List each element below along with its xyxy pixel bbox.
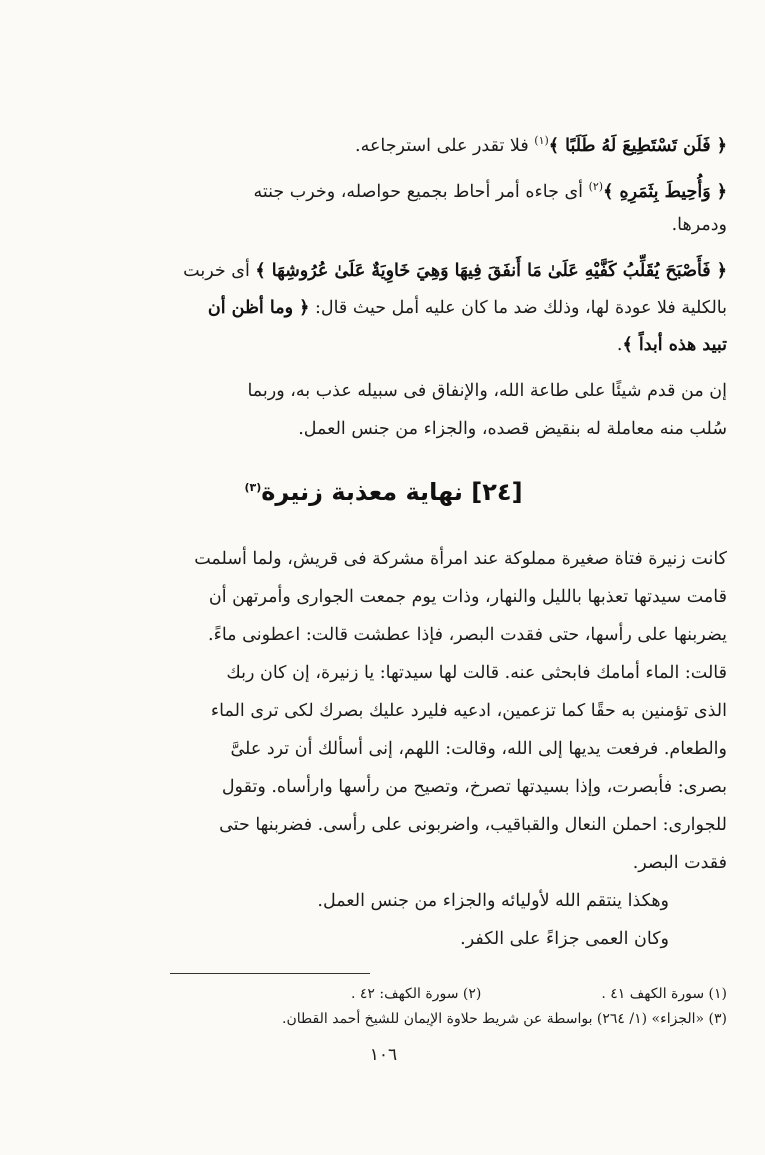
para-3-text-1: أى خربت (183, 261, 256, 281)
story-line-9 (40, 848, 727, 878)
footnote-ref-2[interactable]: (٢) (588, 180, 604, 193)
story-text-1: كانت زنيرة فتاة صغيرة مملوكة عند امرأة مشركة فى قريش، ولما أسلمت (194, 549, 727, 569)
para-4-text-1: إن من قدم شيئًا على طاعة الله، والإنفاق فى سبيله عذب به، وربما (247, 381, 727, 401)
para-4-line-1 (40, 376, 727, 406)
story-line-3 (40, 620, 727, 650)
footnote-3: (٣) «الجزاء» (١/ ٢٦٤) بواسطة عن شريط حلاوة الإيمان للشيخ أحمد القطان. (282, 1011, 727, 1027)
footnote-row-1 (40, 983, 727, 1005)
para-2-text-2: ودمرها. (671, 215, 727, 235)
story-line-1 (40, 544, 727, 574)
book-page (40, 0, 727, 1155)
closing-text-1: وهكذا ينتقم الله لأوليائه والجزاء من جنس العمل. (317, 891, 669, 911)
closing-line-2 (40, 924, 669, 954)
quote-tabeed: تبيد هذه أبداً ﴾ (622, 335, 727, 355)
quran-quote-1: ﴿ فَلَن تَسْتَطِيعَ لَهُ طَلَبًا ﴾ (548, 135, 727, 156)
story-line-5 (40, 696, 727, 726)
quran-quote-3: ﴿ فَأَصْبَحَ يُقَلِّبُ كَفَّيْهِ عَلَىٰ مَا أَنفَقَ فِيهَا وَهِيَ خَاوِيَةٌ عَلَىٰ عُرُوشِهَا ﴾ (255, 261, 727, 281)
story-line-8 (40, 810, 727, 840)
para-3-line-2 (40, 293, 727, 323)
para-2-line-2 (40, 210, 727, 240)
story-line-7 (40, 772, 727, 802)
para-4-line-2 (40, 414, 727, 444)
para-3-line-3 (40, 330, 727, 360)
heading-text: [٢٤] نهاية معذبة زنيرة (261, 478, 523, 506)
para-3-text-2: بالكلية فلا عودة لها، وذلك ضد ما كان عليه أمل حيث قال: (309, 298, 727, 318)
footnote-row-2 (40, 1008, 727, 1030)
story-text-5: الذى تؤمنين به حقًا كما تزعمين، ادعيه فليرد عليك بصرك لكى ترى الماء (210, 701, 727, 721)
footnote-1: (١) سورة الكهف ٤١ . (601, 986, 727, 1002)
para-2-line-1 (40, 172, 727, 207)
story-text-9: فقدت البصر. (632, 853, 727, 873)
story-text-8: للجوارى: احملن النعال والقباقيب، واضربونى على رأسى. فضربنها حتى (219, 815, 727, 835)
quote-wa-ma-azunnu: ﴿ وما أظن أن (207, 298, 310, 318)
story-text-6: والطعام. فرفعت يديها إلى الله، وقالت: اللهم، إنى أسألك أن ترد علىَّ (230, 739, 727, 759)
quran-quote-2: ﴿ وَأُحِيطَ بِثَمَرِهِ ﴾ (603, 181, 727, 202)
footnote-2: (٢) سورة الكهف: ٤٢ . (350, 986, 482, 1002)
section-heading (40, 478, 727, 506)
story-text-7: بصرى: فأبصرت، وإذا بسيدتها تصرخ، وتصيح من رأسها وارأساه. وتقول (221, 777, 727, 797)
para-2-text-1: أى جاءه أمر أحاط بجميع حواصله، وخرب جنته (253, 181, 589, 202)
story-text-4: قالت: الماء أمامك فابحثى عنه. قالت لها سيدتها: يا زنيرة، إن كان ربك (226, 663, 727, 683)
footnote-ref-3[interactable]: (٣) (244, 481, 262, 494)
story-text-2: قامت سيدتها تعذبها بالليل والنهار، وذات يوم جمعت الجوارى وأمرتهن أن (208, 587, 727, 607)
story-line-2 (40, 582, 727, 612)
page-number: ١٠٦ (369, 1045, 398, 1065)
story-text-3: يضربنها على رأسها، حتى فقدت البصر، فإذا عطشت قالت: اعطونى ماءً. (208, 625, 727, 645)
story-line-6 (40, 734, 727, 764)
closing-text-2: وكان العمى جزاءً على الكفر. (460, 929, 669, 949)
closing-line-1 (40, 886, 669, 916)
para-4-text-2: سُلب منه معاملة له بنقيض قصده، والجزاء من جنس العمل. (298, 419, 727, 439)
para-3-text-3: . (616, 335, 623, 355)
story-line-4 (40, 658, 727, 688)
para-1-line-1 (40, 126, 727, 161)
footnote-separator (170, 973, 370, 974)
para-3-line-1 (40, 256, 727, 286)
para-1-text: فلا تقدر على استرجاعه. (355, 135, 535, 156)
footnote-ref-1[interactable]: (١) (534, 134, 549, 147)
